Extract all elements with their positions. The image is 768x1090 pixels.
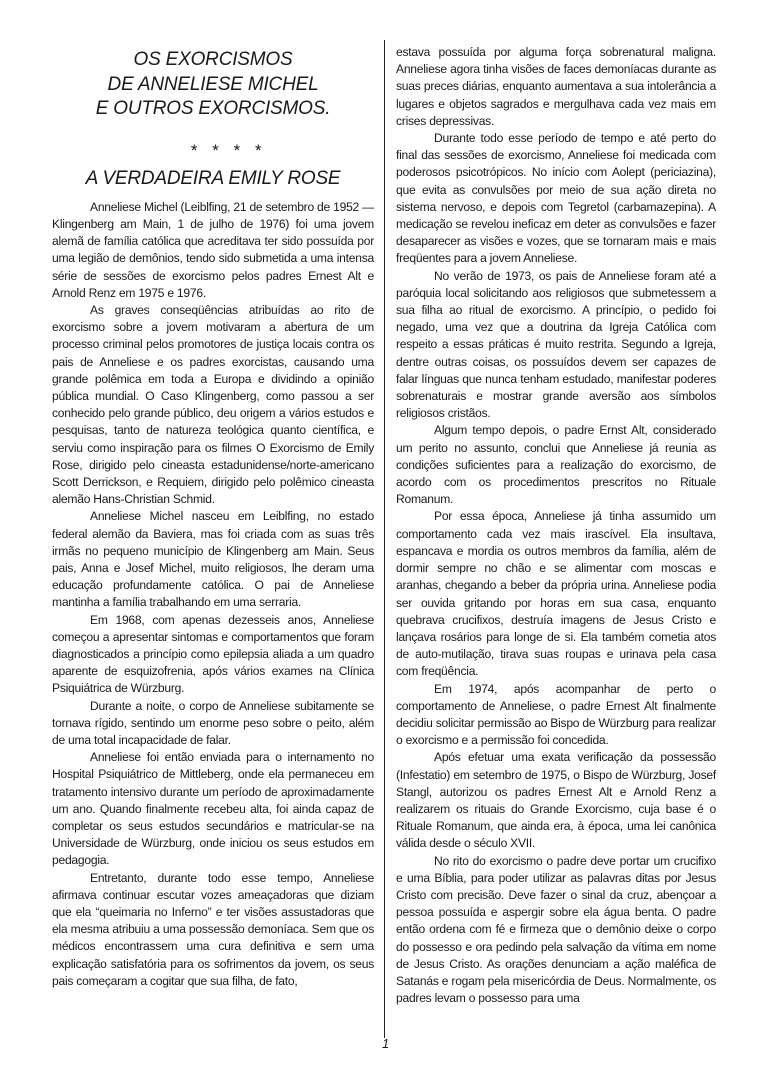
body-paragraph: No rito do exorcismo o padre deve portar um crucifixo e uma Bíblia, para poder utilizar as palavras ditas por Jesus Cristo com precisão. Deve fazer o sinal da cruz, abençoar a pessoa possuída e aspergir sobre ela água benta. O padre então ordena com fé e firmeza que o demônio deixe o corpo do possesso e ora pedindo pela salvação da vítima em nome de Jesus Cristo. As orações denunciam a ação maléfica de Satanás e rogam pela misericórdia de Deus. Normalmente, os padres levam o possesso para uma [396, 853, 716, 1006]
body-paragraph: Anneliese Michel (Leiblfing, 21 de setembro de 1952 — Klingenberg am Main, 1 de julho de 1976) foi uma jovem alemã de família católica que acreditava ter sido possuída por uma legião de demônios, tendo sido submetida a uma intensa série de sessões de exorcismo pelos padres Ernest Alt e Arnold Renz em 1975 e 1976. [52, 199, 374, 300]
page-title [52, 48, 374, 122]
title-line: E OUTROS EXORCISMOS. [95, 98, 331, 119]
body-paragraph: Algum tempo depois, o padre Ernst Alt, considerado um perito no assunto, conclui que Anneliese já reunia as condições suficientes para a realização do exorcismo, de acordo com os procedimentos prescritos no Rituale Romanum. [396, 423, 716, 507]
body-paragraph: Por essa época, Anneliese já tinha assumido um comportamento cada vez mais irascível. Ela insultava, espancava e mordia os outros membros da família, além de dormir sempre no chão e se alimentar com moscas e aranhas, chegando a beber da própria urina. Anneliese podia ser ouvida gritando por horas em sua casa, enquanto quebrava crucifixos, destruía imagens de Jesus Cristo e lançava rosários para longe de si. Ela também cometia atos de auto-mutilação, tirava suas roupas e urinava pela casa com freqüência. [396, 509, 716, 679]
body-paragraph: No verão de 1973, os pais de Anneliese foram até a paróquia local solicitando aos religiosos que submetessem a sua filha ao ritual de exorcismo. A princípio, o pedido foi negado, uma vez que a doutrina da Igreja Católica com respeito a essas práticas é muito restrita. Segundo a Igreja, dentre outras coisas, os possuídos devem ser capazes de falar línguas que nunca tenham estudado, manifestar poderes sobrenaturais e mostrar grande aversão aos símbolos religiosos cristãos. [396, 268, 716, 421]
body-paragraph: Durante todo esse período de tempo e até perto do final das sessões de exorcismo, Anneliese foi medicada com poderosos psicotrópicos. No início com Aolept (periciazina), que evita as convulsões por meio de sua ação direta no sistema nervoso, e depois com Tegretol (carbamazepina). A medicação se revelou ineficaz em deter as convulsões e fazer desaparecer as visões e vozes, que se tornaram mais e mais freqüentes para a jovem Anneliese. [396, 131, 716, 266]
page-number: 1 [382, 1036, 390, 1051]
body-paragraph: Anneliese foi então enviada para o internamento no Hospital Psiquiátrico de Mittleberg, onde ela permaneceu em tratamento intensivo durante um período de aproximadamente um ano. Quando finalmente recebeu alta, foi ainda capaz de completar os seus estudos secundários e matricular-se na Universidade de Würzburg, onde iniciou os seus estudos em pedagogia. [52, 750, 374, 868]
section-subtitle: A VERDADEIRA EMILY ROSE [85, 167, 341, 189]
column-divider [384, 40, 385, 1038]
right-column [396, 44, 716, 1007]
body-paragraph: Anneliese Michel nasceu em Leiblfing, no estado federal alemão da Baviera, mas foi criada com as suas três irmãs no pequeno município de Klingenberg am Main. Seus pais, Anna e Josef Michel, muito religiosos, lhe deram uma educação profundamente católica. O pai de Anneliese mantinha a família trabalhando em uma serraria. [52, 509, 374, 610]
body-paragraph: Entretanto, durante todo esse tempo, Anneliese afirmava continuar escutar vozes ameaçadoras que diziam que ela “queimaria no Inferno” e ter visões assustadoras que ela mesma atribuiu a uma possessão demoníaca. Sem que os médicos encontrassem uma cura definitiva e sem uma explicação satisfatória para os sofrimentos da jovem, os seus pais começaram a cogitar que sua filha, de fato, [52, 870, 374, 988]
body-paragraph: As graves conseqüências atribuídas ao rito de exorcismo sobre a jovem motivaram a abertura de um processo criminal pelos promotores de justiça locais contra os pais de Anneliese e os padres exorcistas, causando uma grande polêmica em toda a Europa e dividindo a opinião pública mundial. O Caso Klingenberg, como passou a ser conhecido pelo grande público, deu origem a vários estudos e pesquisas, tanto de natureza teológica quanto científica, e serviu como inspiração para os filmes O Exorcismo de Emily Rose, dirigido pelo cineasta estadunidense/norte-americano Scott Derrickson, e Requiem, dirigido pelo polêmico cineasta alemão Hans-Christian Schmid. [52, 302, 374, 507]
title-line: DE ANNELIESE MICHEL [107, 73, 319, 95]
body-paragraph: Durante a noite, o corpo de Anneliese subitamente se tornava rígido, sentindo um enorme peso sobre o peito, além de uma total incapacidade de falar. [52, 698, 374, 747]
title-line: OS EXORCISMOS [133, 49, 293, 70]
body-paragraph: Após efetuar uma exata verificação da possessão (Infestatio) em setembro de 1975, o Bispo de Würzburg, Josef Stangl, autorizou os padres Ernest Alt e Arnold Renz a realizarem os rituais do Grande Exorcismo, cuja base é o Rituale Romanum, que ainda era, à época, uma lei canônica válida desde o século XVII. [396, 750, 716, 851]
body-paragraph-continuation: estava possuída por alguma força sobrenatural maligna. Anneliese agora tinha visões de faces demoníacas durante as suas preces diárias, enquanto aumentava a sua intolerância a lugares e objetos sagrados e mergulhava cada vez mais em crises depressivas. [396, 45, 716, 128]
body-paragraph: Em 1974, após acompanhar de perto o comportamento de Anneliese, o padre Ernest Alt finalmente decidiu solicitar permissão ao Bispo de Würzburg para realizar o exorcismo e a permissão foi concedida. [396, 681, 716, 748]
left-column [52, 44, 374, 990]
section-separator: * * * * [190, 140, 266, 160]
body-paragraph: Em 1968, com apenas dezesseis anos, Anneliese começou a apresentar sintomas e comportamentos que foram diagnosticados a princípio como epilepsia aliada a um quadro aparente de esquizofrenia, após vários exames na Clínica Psiquiátrica de Würzburg. [52, 612, 374, 696]
